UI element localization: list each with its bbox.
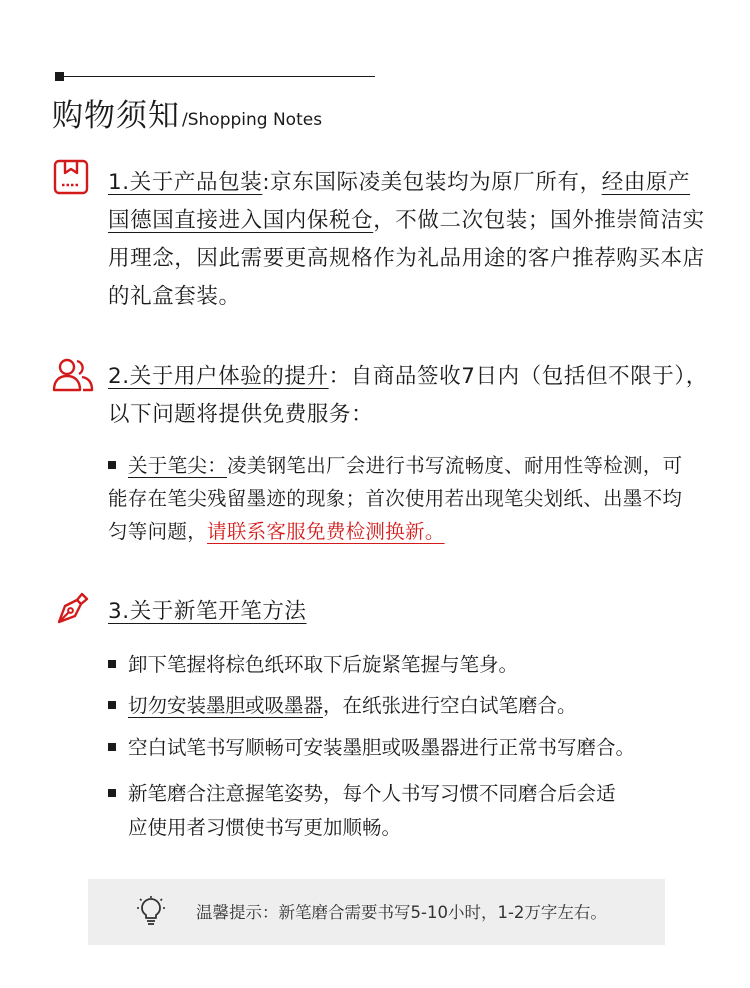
section-3-heading (108, 593, 708, 631)
section-3-bullet-4-line2: 应使用者习惯使书写更加顺畅。 (128, 816, 402, 839)
lightbulb-icon (135, 896, 167, 928)
bullet-square (108, 701, 116, 709)
section-1-lead: 1.关于产品包装 (108, 170, 263, 195)
section-1-text-b: 经由原产国德国直接进入国内保税仓 (108, 170, 691, 233)
bullet-square (108, 789, 116, 797)
section-2-bullet-highlight: 请联系客服免费检测换新。 (207, 520, 445, 543)
section-2-text: ：自商品签收7日内（包括但不限于），以下问题将提供免费服务： (108, 364, 708, 427)
section-2-paragraph (108, 358, 708, 434)
page-title: 购物须知 (52, 98, 180, 134)
section-2-bullet-label: 关于笔尖： (128, 454, 228, 477)
tip-text: 温馨提示：新笔磨合需要书写5-10小时，1-2万字左右。 (196, 903, 607, 922)
section-3-bullet-4-line1: 新笔磨合注意握笔姿势，每个人书写习惯不同磨合后会适 (128, 782, 616, 805)
users-icon (52, 358, 94, 392)
page-subtitle: /Shopping Notes (182, 110, 323, 130)
section-3-bullet-3-text: 空白试笔书写顺畅可安装墨胆或吸墨器进行正常书写磨合。 (128, 736, 636, 759)
section-3-bullet-4 (108, 777, 616, 810)
bullet-square (108, 743, 116, 751)
pen-nib-icon (55, 590, 91, 626)
section-1-text-a: :京东国际凌美包装均为原厂所有， (262, 170, 602, 195)
section-3-bullet-2-underlined: 切勿安装墨胆或吸墨器 (128, 694, 324, 717)
section-3-bullet-1 (108, 648, 518, 681)
bullet-square (108, 660, 116, 668)
section-3-bullet-3 (108, 731, 635, 764)
section-3-bullet-4-continued (128, 811, 401, 844)
section-1-paragraph (108, 164, 708, 316)
bullet-square (108, 461, 116, 469)
section-2-bullet-text: 凌美钢笔出厂会进行书写流畅度、耐用性等检测，可能存在笔尖残留墨迹的现象；首次使用若出现笔尖划纸、出墨不均匀等问题， (108, 454, 683, 543)
section-3-lead: 3.关于新笔开笔方法 (108, 599, 307, 624)
section-2-lead: 2.关于用户体验的提升 (108, 364, 329, 389)
section-3-bullet-2-text: ，在纸张进行空白试笔磨合。 (323, 694, 577, 717)
package-icon (53, 159, 89, 195)
section-2-bullet (108, 449, 698, 548)
section-1-text-c: ，不做二次包装；国外推崇简洁实用理念，因此需要更高规格作为礼品用途的客户推荐购买本店的礼盒套装。 (108, 208, 705, 309)
section-3-bullet-1-text: 卸下笔握将棕色纸环取下后旋紧笔握与笔身。 (128, 653, 519, 676)
header-rule (55, 76, 375, 77)
section-3-bullet-2 (108, 689, 577, 722)
